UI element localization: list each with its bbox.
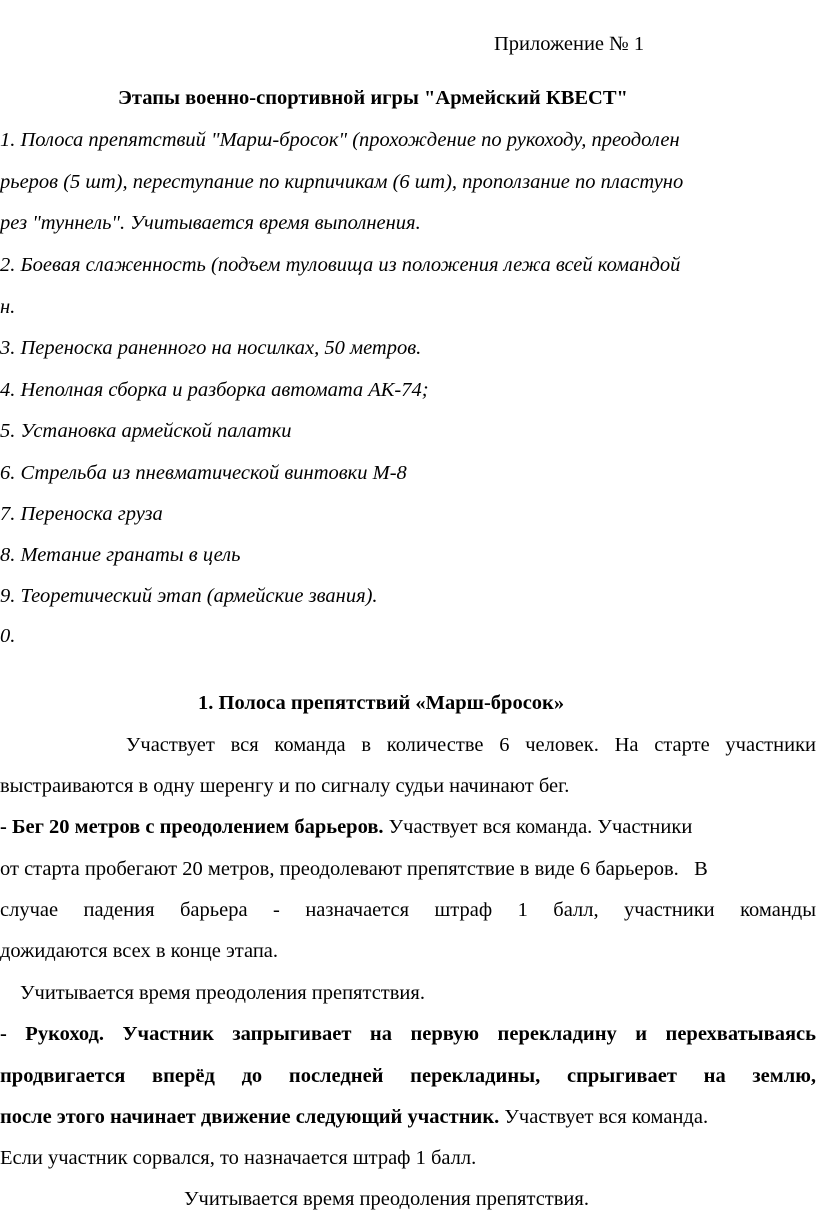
stage-line: н. [0, 296, 16, 318]
paragraph-line: Участвует вся команда в количестве 6 человек. На старте участники [0, 734, 816, 756]
note-time: Учитывается время преодоления препятствия. [20, 982, 425, 1004]
paragraph-line: дожидаются всех в конце этапа. [0, 940, 279, 962]
stage-line: рез "туннель". Учитывается время выполнения. [0, 212, 421, 234]
note-time-final: Учитывается время преодоления препятствия. [184, 1188, 589, 1210]
stage-line: 8. Метание гранаты в цель [0, 544, 241, 566]
paragraph-line [0, 1105, 708, 1129]
stage-line: 0. [0, 625, 16, 647]
monkey-bars-heading: после этого начинает движение следующий участник. [0, 1106, 500, 1128]
appendix-label: Приложение № 1 [494, 33, 645, 55]
stage-line: 2. Боевая слаженность (подъем туловища из положения лежа всей командой [0, 254, 681, 276]
monkey-bars-text: Участвует вся команда. [499, 1106, 709, 1128]
document-title: Этапы военно-спортивной игры "Армейский КВЕСТ" [118, 87, 628, 109]
barriers-heading: - Бег 20 метров с преодолением барьеров. [0, 816, 384, 838]
paragraph-line: случае падения барьера - назначается штраф 1 балл, участники команды [0, 899, 816, 921]
section-heading: 1. Полоса препятствий «Марш-бросок» [198, 692, 565, 714]
stage-line: 7. Переноска груза [0, 503, 163, 525]
stage-line: 3. Переноска раненного на носилках, 50 метров. [0, 337, 422, 359]
paragraph-line: продвигается вперёд до последней перекладины, спрыгивает на землю, [0, 1065, 816, 1087]
stage-line: 1. Полоса препятствий "Марш-бросок" (прохождение по рукоходу, преодолен [0, 129, 680, 151]
paragraph-line [0, 815, 692, 839]
paragraph-line: от старта пробегают 20 метров, преодолевают препятствие в виде 6 барьеров. В [0, 858, 708, 880]
stage-line: рьеров (5 шт), переступание по кирпичикам (6 шт), проползание по пластуно [0, 171, 684, 193]
paragraph-line: - Рукоход. Участник запрыгивает на первую перекладину и перехватываясь [0, 1023, 816, 1045]
stage-line: 4. Неполная сборка и разборка автомата АК-74; [0, 379, 429, 401]
stage-line: 9. Теоретический этап (армейские звания). [0, 585, 378, 607]
barriers-text: Участвует вся команда. Участники [383, 816, 693, 838]
paragraph-line: выстраиваются в одну шеренгу и по сигналу судьи начинают бег. [0, 775, 570, 797]
paragraph-line: Если участник сорвался, то назначается штраф 1 балл. [0, 1147, 477, 1169]
stage-line: 5. Установка армейской палатки [0, 420, 292, 442]
stage-line: 6. Стрельба из пневматической винтовки М-8 [0, 462, 407, 484]
